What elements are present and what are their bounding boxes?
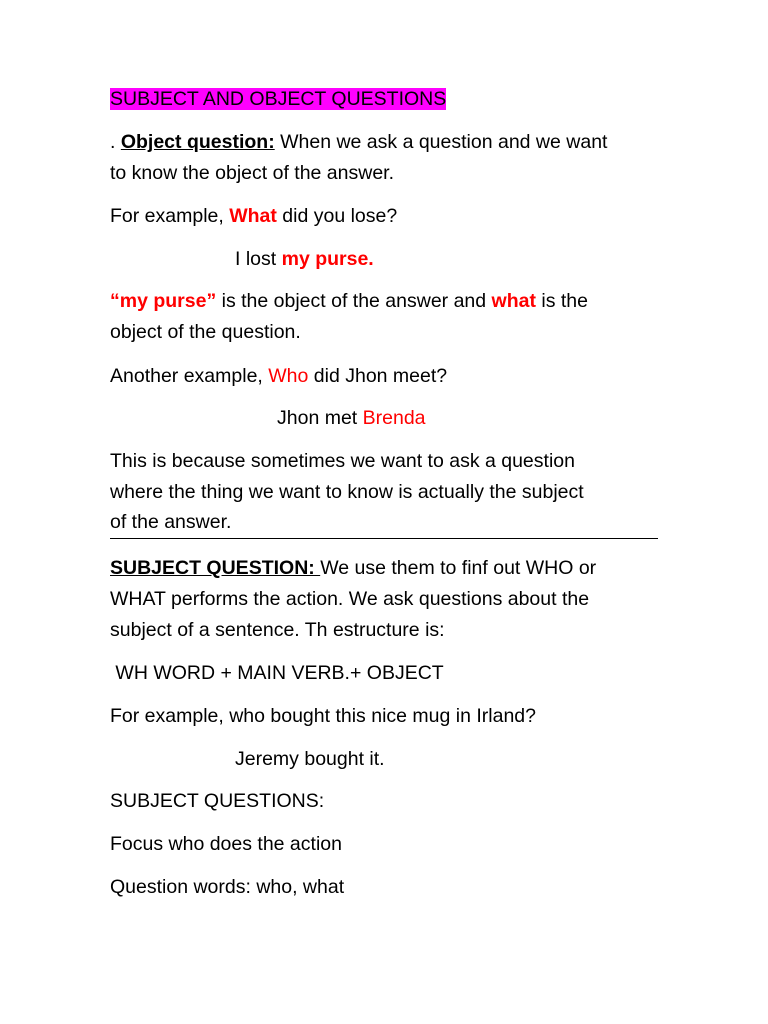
focus-line: Focus who does the action: [110, 833, 342, 855]
paragraph-line-1: This is because sometimes we want to ask a question: [110, 450, 575, 472]
explanation-quote: “my purse”: [110, 290, 217, 312]
horizontal-divider: [110, 538, 658, 539]
answer-2-pre: Jhon met: [277, 407, 363, 429]
subject-question-line-1: [110, 553, 658, 584]
doc-title: [110, 84, 658, 115]
object-question-text: When we ask a question and we want: [274, 131, 608, 153]
subject-question-line-3: subject of a sentence. Th estructure is:: [110, 619, 445, 641]
paragraph-line-2: where the thing we want to know is actually the subject: [110, 481, 584, 503]
answer-2-keyword: Brenda: [362, 407, 426, 429]
explanation-keyword: what: [491, 290, 536, 312]
answer-3: Jeremy bought it.: [235, 748, 385, 770]
example-3: For example, who bought this nice mug in Irland?: [110, 705, 536, 727]
example-1-keyword: What: [229, 205, 277, 227]
explanation-1-line-2: object of the question.: [110, 321, 301, 343]
subject-question-label: SUBJECT QUESTION:: [110, 557, 321, 579]
example-1-pre: For example,: [110, 205, 230, 227]
explanation-post: is the: [535, 290, 588, 312]
paragraph-line-3: of the answer.: [110, 511, 232, 533]
object-question-line-2: to know the object of the answer.: [110, 162, 395, 184]
object-question-line-1: [110, 127, 658, 158]
answer-1-keyword: my purse.: [281, 248, 374, 270]
subject-question-text: We use them to finf out WHO or: [320, 557, 597, 579]
answer-1: [235, 244, 768, 275]
example-2-post: did Jhon meet?: [308, 365, 448, 387]
example-1-post: did you lose?: [276, 205, 398, 227]
structure-formula: WH WORD + MAIN VERB.+ OBJECT: [110, 662, 444, 684]
question-words-line: Question words: who, what: [110, 876, 345, 898]
highlighted-title: SUBJECT AND OBJECT QUESTIONS: [110, 88, 447, 110]
subject-question-line-2: WHAT performs the action. We ask questions about the: [110, 588, 590, 610]
subject-questions-heading: SUBJECT QUESTIONS:: [110, 790, 325, 812]
bullet-prefix: .: [110, 131, 121, 153]
example-1: [110, 201, 658, 232]
example-2: [110, 361, 658, 392]
answer-1-pre: I lost: [235, 248, 282, 270]
example-2-pre: Another example,: [110, 365, 269, 387]
answer-2: [277, 403, 768, 434]
object-question-label: Object question:: [120, 131, 275, 153]
example-2-keyword: Who: [268, 365, 309, 387]
explanation-1-line-1: [110, 286, 658, 317]
explanation-mid: is the object of the answer and: [216, 290, 492, 312]
